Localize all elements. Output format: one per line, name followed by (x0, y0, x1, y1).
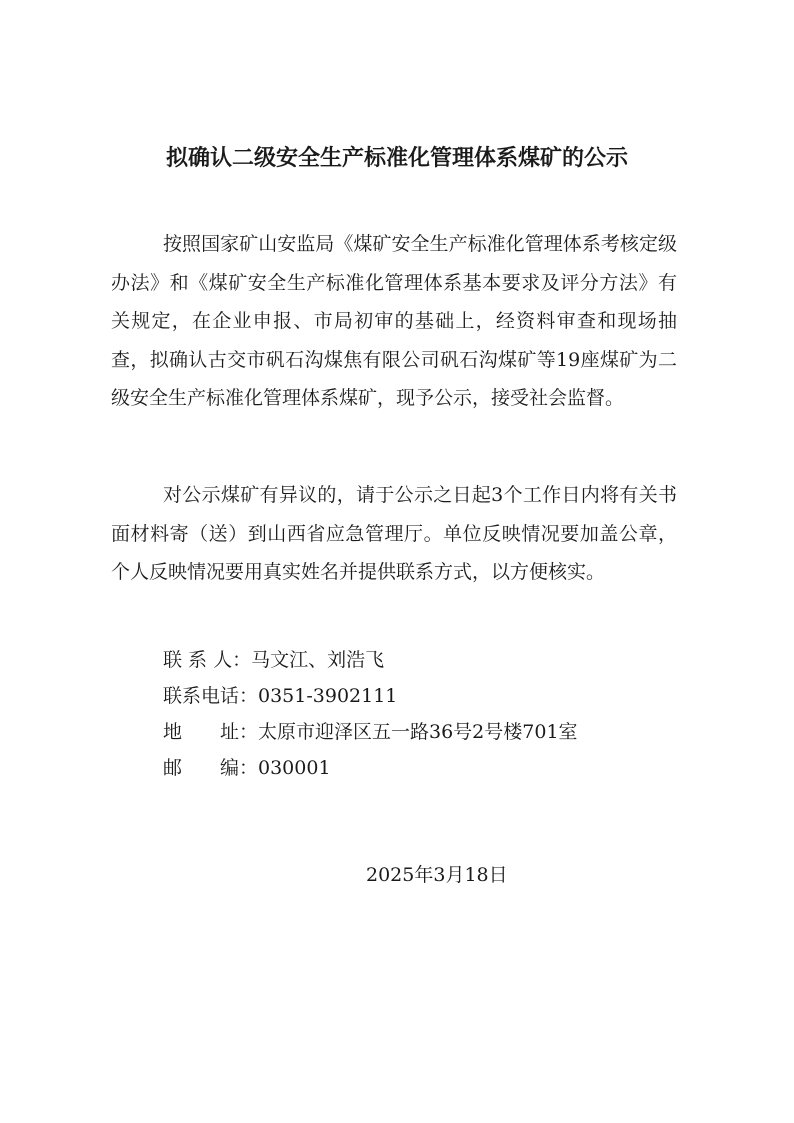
document-date: 2025年3月18日 (366, 864, 508, 886)
contact-phone: 联系电话：0351-3902111 (163, 685, 398, 707)
paragraph-announcement: 按照国家矿山安监局《煤矿安全生产标准化管理体系考核定级办法》和《煤矿安全生产标准化管理体系基本要求及评分方法》有关规定，在企业申报、市局初审的基础上，经资料审查和现场抽查，拟确认古交市矾石沟煤焦有限公司矾石沟煤矿等19座煤矿为二级安全生产标准化管理体系煤矿，现予公示，接受社会监督。 (111, 233, 677, 409)
paragraph-objection: 对公示煤矿有异议的，请于公示之日起3个工作日内将有关书面材料寄（送）到山西省应急管理厅。单位反映情况要加盖公章，个人反映情况要用真实姓名并提供联系方式，以方便核实。 (111, 484, 677, 583)
contact-address: 地 址：太原市迎泽区五一路36号2号楼701室 (163, 721, 578, 743)
contact-person: 联 系 人：马文江、刘浩飞 (163, 649, 385, 671)
document-title: 拟确认二级安全生产标准化管理体系煤矿的公示 (165, 146, 628, 171)
contact-postcode: 邮 编：030001 (163, 757, 331, 779)
